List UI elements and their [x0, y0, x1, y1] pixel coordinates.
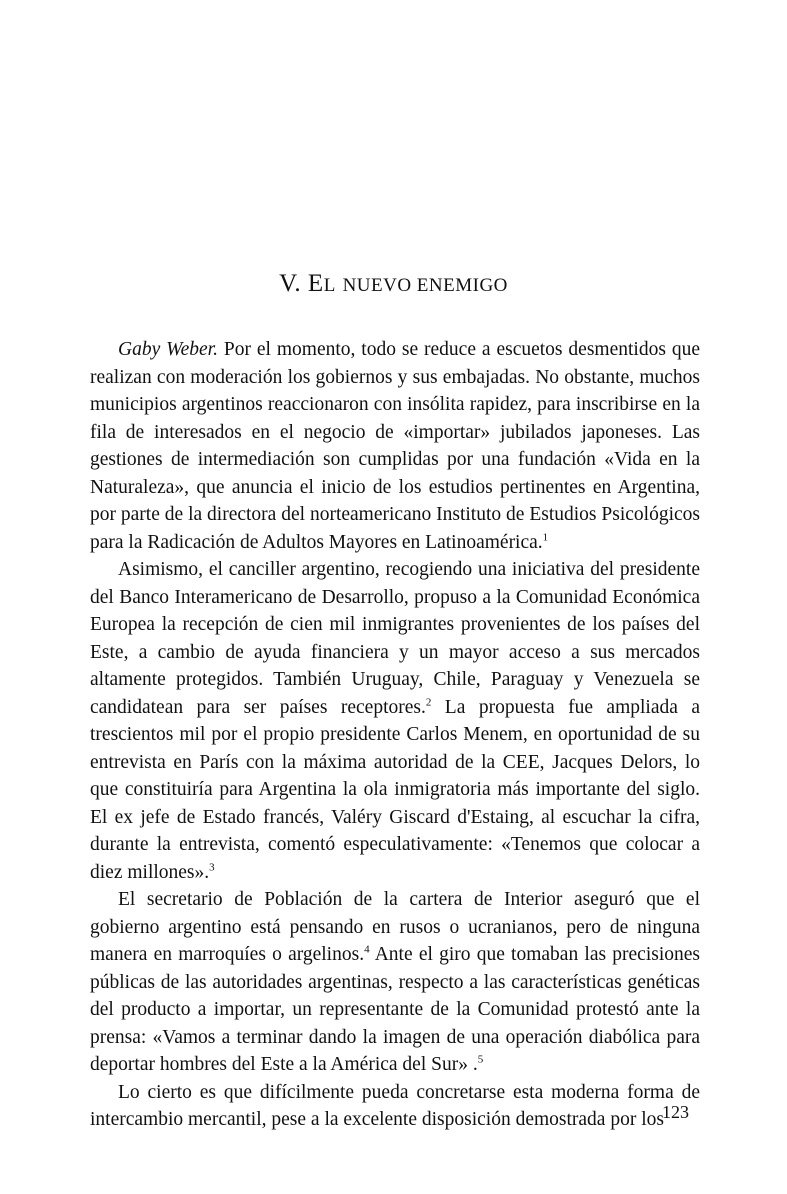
body-text: [90, 336, 700, 1134]
author-name: Gaby Weber.: [118, 339, 218, 360]
footnote-marker-1: 1: [542, 531, 549, 543]
footnote-marker-2: 2: [425, 696, 432, 708]
paragraph-3-text-a: El secretario de Población de la cartera de Interior aseguró que el gobierno argentino está pensando en rusos o ucranianos, pero de ninguna manera en marroquíes o argelinos.: [90, 889, 700, 965]
paragraph-3: [90, 886, 700, 1079]
footnote-marker-4: 4: [364, 943, 370, 956]
paragraph-2: [90, 556, 700, 886]
paragraph-2-text-a: Asimismo, el canciller argentino, recogiendo una iniciativa del presidente del Banco Interamericano de Desarrollo, propuso a la Comunidad Económica Europea la recepción de cien mil inmigrantes provenientes de los países del Este, a cambio de ayuda financiera y un mayor acceso a sus mercados altamente protegidos. También Uruguay, Chile, Paraguay y Venezuela se candidatean para ser países receptores.: [90, 559, 700, 718]
footnote-marker-3: 3: [209, 861, 215, 873]
page-number: 123: [662, 1102, 689, 1122]
footnote-marker-5: 5: [477, 1053, 484, 1066]
paragraph-2-text-b: La propuesta fue ampliada a trescientos mil por el propio presidente Carlos Menem, en oportunidad de su entrevista en París con la máxima autoridad de la CEE, Jacques Delors, lo que constituiría para Argentina la ola inmigratoria más importante del siglo. El ex jefe de Estado francés, Valéry Giscard d'Estaing, al escuchar la cifra, durante la entrevista, comentó especulativamente: «Tenemos que colocar a diez millones».: [90, 696, 701, 883]
paragraph-4-text: Lo cierto es que difícilmente pueda concretarse esta moderna forma de intercambio mercantil, pese a la excelente disposición demostrada por los: [90, 1081, 700, 1130]
chapter-initial: E: [307, 270, 324, 297]
paragraph-1-text: Por el momento, todo se reduce a escuetos desmentidos que realizan con moderación los gobiernos y sus embajadas. No obstante, muchos municipios argentinos reaccionaron con insólita rapidez, para inscribirse en la fila de interesados en el negocio de «importar» jubilados japoneses. Las gestiones de intermediación son cumplidas por una fundación «Vida en la Naturaleza», que anuncia el inicio de los estudios pertinentes en Argentina, por parte de la directora del norteamericano Instituto de Estudios Psicológicos para la Radicación de Adultos Mayores en Latinoamérica.: [90, 339, 700, 553]
chapter-title: [0, 270, 787, 298]
chapter-title-rest: NUEVO ENEMIGO: [342, 275, 508, 296]
chapter-title-rest-first: L: [323, 275, 336, 296]
chapter-numeral: V.: [279, 270, 302, 297]
paragraph-3-text-b: Ante el giro que tomaban las precisiones públicas de las autoridades argentinas, respecto a las características genéticas del producto a importar, un representante de la Comunidad protestó ante la prensa: «Vamos a terminar dando la imagen de una operación diabólica para deportar hombres del Este a la América del Sur» .: [90, 944, 700, 1075]
paragraph-4: [90, 1079, 700, 1134]
paragraph-1: [90, 336, 700, 556]
